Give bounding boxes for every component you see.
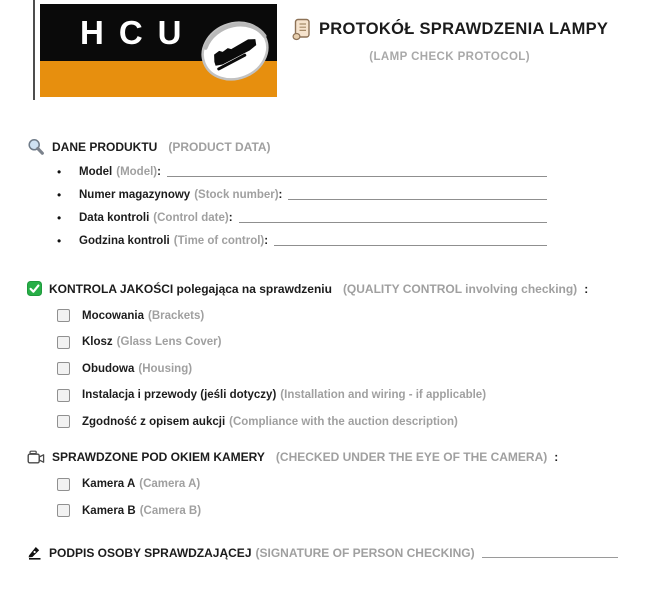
field-row [57, 234, 547, 248]
item-label-pl: Zgodność z opisem aukcji [82, 415, 226, 428]
page-title: PROTOKÓŁ SPRAWDZENIA LAMPY [319, 20, 609, 38]
field-label-pl: Godzina kontroli [79, 235, 170, 247]
field-label-en: (Model) [116, 166, 158, 178]
field-colon: : [264, 235, 269, 247]
fill-in-line[interactable] [167, 174, 547, 177]
fill-in-line[interactable] [288, 197, 547, 200]
checklist-item [57, 388, 649, 402]
field-row [57, 211, 547, 225]
document-header [0, 0, 649, 97]
checkbox[interactable] [57, 415, 70, 428]
field-colon: : [228, 212, 233, 224]
field-colon: : [278, 189, 283, 201]
item-label-pl: Klosz [82, 336, 113, 348]
logo-text: HCU [80, 14, 197, 51]
fill-in-line[interactable] [239, 220, 547, 223]
quality-control-heading [27, 281, 649, 296]
section-product-data [27, 138, 649, 248]
signature-label-pl: PODPIS OSOBY SPRAWDZAJĄCEJ [49, 545, 252, 560]
bumper-badge-icon [199, 15, 271, 87]
checkbox[interactable] [57, 309, 70, 322]
checkbox[interactable] [57, 478, 70, 491]
field-colon: : [157, 166, 161, 178]
fill-in-line[interactable] [274, 243, 547, 246]
field-label-pl: Numer magazynowy [79, 189, 191, 201]
camera-check-heading [27, 450, 649, 465]
title-block [291, 4, 608, 97]
section-title-pl: DANE PRODUKTU [52, 140, 158, 154]
checklist-item [57, 477, 649, 491]
item-label-pl: Instalacja i przewody (jeśli dotyczy) [82, 389, 277, 401]
page-subtitle: (LAMP CHECK PROTOCOL) [369, 51, 530, 63]
section-colon: : [584, 281, 589, 296]
green-check-icon [27, 281, 42, 296]
item-label-en: (Installation and wiring - if applicable) [280, 389, 487, 401]
item-label-pl: Kamera A [82, 478, 136, 490]
checklist-item [57, 504, 649, 518]
checkbox[interactable] [57, 504, 70, 517]
magnifier-icon [27, 138, 45, 156]
field-label-pl: Model [79, 166, 113, 178]
item-label-en: (Camera B) [139, 504, 202, 517]
camera-check-items [57, 477, 649, 518]
field-label-en: (Control date) [153, 212, 229, 224]
checklist-item [57, 362, 649, 376]
field-label-en: (Time of control) [173, 235, 265, 247]
item-label-pl: Mocowania [82, 309, 144, 322]
checkbox[interactable] [57, 336, 70, 349]
item-label-pl: Obudowa [82, 362, 135, 375]
bullet-icon: • [57, 234, 62, 248]
section-title-pl: KONTROLA JAKOŚCI polegająca na sprawdzeniu [49, 281, 332, 296]
item-label-en: (Glass Lens Cover) [116, 336, 222, 348]
page-edge-line [33, 0, 35, 100]
scroll-icon [291, 18, 312, 41]
section-title-en: (PRODUCT DATA) [168, 140, 271, 154]
pen-icon [27, 544, 43, 560]
bullet-icon: • [57, 165, 62, 179]
item-label-en: (Camera A) [139, 478, 201, 490]
quality-control-items [57, 309, 649, 429]
section-signature [27, 544, 649, 560]
bullet-icon: • [57, 211, 62, 225]
product-data-fields [57, 165, 547, 248]
section-title-en: (QUALITY CONTROL involving checking) [342, 281, 578, 296]
checklist-item [57, 335, 649, 349]
item-label-en: (Housing) [138, 362, 193, 375]
section-colon: : [554, 450, 559, 464]
field-row [57, 165, 547, 179]
field-row [57, 188, 547, 202]
section-title-pl: SPRAWDZONE POD OKIEM KAMERY [52, 450, 265, 464]
checkbox[interactable] [57, 389, 70, 402]
checkbox[interactable] [57, 362, 70, 375]
section-camera-check [27, 450, 649, 518]
bullet-icon: • [57, 188, 62, 202]
hcu-logo [40, 4, 277, 97]
checklist-item [57, 415, 649, 429]
item-label-en: (Brackets) [147, 309, 205, 322]
item-label-pl: Kamera B [82, 504, 136, 517]
section-quality-control [27, 281, 649, 429]
video-camera-icon [27, 450, 45, 465]
field-label-pl: Data kontroli [79, 212, 150, 224]
checklist-item [57, 309, 649, 323]
signature-label-en: (SIGNATURE OF PERSON CHECKING) [255, 545, 475, 560]
field-label-en: (Stock number) [194, 189, 279, 201]
section-title-en: (CHECKED UNDER THE EYE OF THE CAMERA) [275, 450, 548, 464]
product-data-heading [27, 138, 649, 156]
signature-row [27, 544, 649, 560]
item-label-en: (Compliance with the auction description) [229, 415, 458, 428]
signature-line[interactable] [482, 555, 618, 558]
